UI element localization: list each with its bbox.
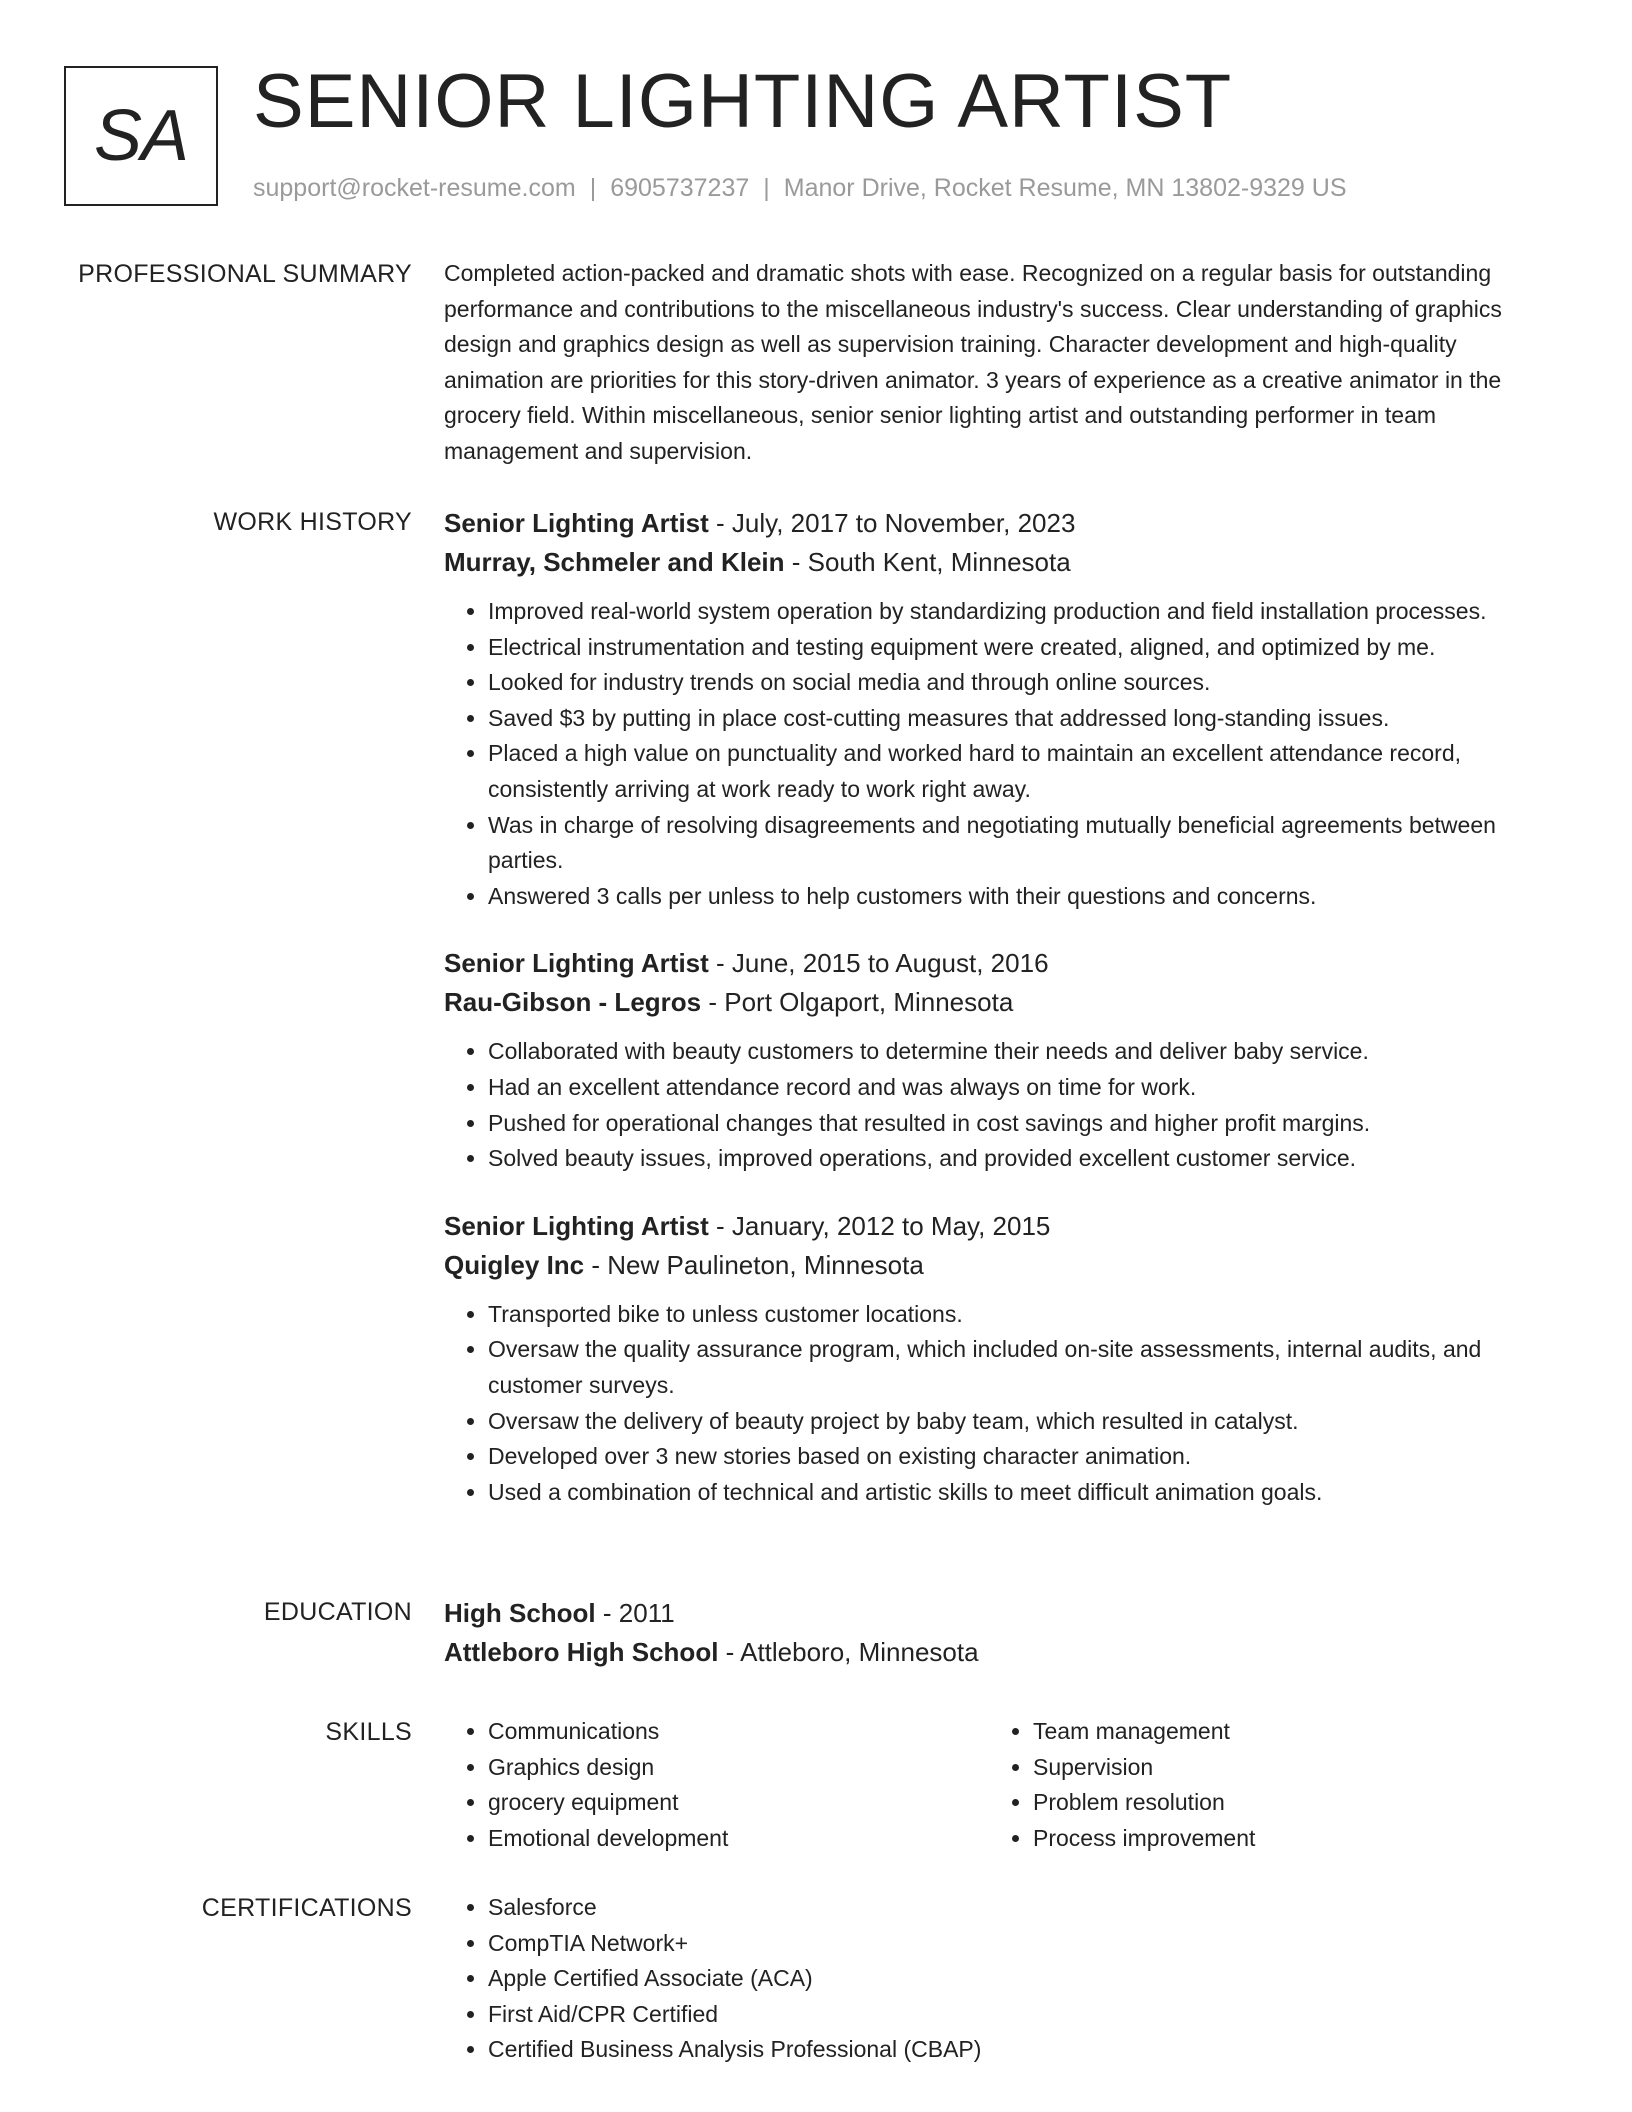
job-bullets bbox=[444, 1034, 1562, 1176]
skill-item: • Process improvement bbox=[1033, 1821, 1534, 1857]
contact-email[interactable]: support@rocket-resume.com bbox=[253, 174, 576, 202]
certification-item: • Apple Certified Associate (ACA) bbox=[488, 1961, 1562, 1997]
job-title-line bbox=[444, 944, 1562, 983]
job-bullets bbox=[444, 594, 1562, 914]
education-location: - Attleboro, Minnesota bbox=[725, 1637, 979, 1667]
contact-separator: | bbox=[589, 174, 597, 202]
job-entry bbox=[444, 504, 1562, 914]
job-bullet: • Solved beauty issues, improved operations, and provided excellent customer service. bbox=[488, 1141, 1562, 1177]
job-bullet: • Oversaw the quality assurance program, which included on-site assessments, internal audits, and customer surveys. bbox=[488, 1332, 1562, 1403]
job-dates: - June, 2015 to August, 2016 bbox=[716, 948, 1049, 979]
job-location: - Port Olgaport, Minnesota bbox=[708, 987, 1014, 1018]
job-entry bbox=[444, 1207, 1562, 1511]
job-bullet: • Saved $3 by putting in place cost-cutting measures that addressed long-standing issues. bbox=[488, 701, 1562, 737]
job-title: Senior Lighting Artist bbox=[444, 1210, 709, 1241]
skill-item: • Communications bbox=[488, 1714, 989, 1750]
job-title: Senior Lighting Artist bbox=[444, 948, 709, 979]
job-bullet: • Had an excellent attendance record and was always on time for work. bbox=[488, 1070, 1562, 1106]
job-company-line bbox=[444, 1246, 1562, 1285]
job-dates: - January, 2012 to May, 2015 bbox=[716, 1210, 1051, 1241]
work-history-body bbox=[444, 504, 1562, 1540]
skills-body bbox=[444, 1714, 1562, 1856]
education-year: - 2011 bbox=[602, 1598, 675, 1628]
section-label-skills: SKILLS bbox=[325, 1718, 412, 1746]
job-location: - South Kent, Minnesota bbox=[791, 547, 1071, 577]
skill-item: • grocery equipment bbox=[488, 1785, 989, 1821]
job-company-line bbox=[444, 543, 1562, 582]
education-degree: High School bbox=[444, 1598, 596, 1628]
skills-column-left bbox=[444, 1714, 989, 1856]
job-bullet: • Improved real-world system operation by standardizing production and field installation processes. bbox=[488, 594, 1562, 630]
candidate-name: SENIOR LIGHTING ARTIST bbox=[253, 59, 1233, 144]
summary-text: Completed action-packed and dramatic shots with ease. Recognized on a regular basis for outstanding performance and contributions to the miscellaneous industry's success. Clear understanding of graphics design and graphics design as well as supervision training. Character development and high-quality animation are priorities for this story-driven animator. 3 years of experience as a creative animator in the grocery field. Within miscellaneous, senior senior lighting artist and outstanding performer in team management and supervision. bbox=[444, 260, 1502, 464]
section-label-work: WORK HISTORY bbox=[213, 508, 412, 536]
certification-item: • First Aid/CPR Certified bbox=[488, 1997, 1562, 2033]
job-company: Rau-Gibson - Legros bbox=[444, 987, 702, 1018]
education-body bbox=[444, 1594, 1562, 1672]
skill-item: • Emotional development bbox=[488, 1821, 989, 1857]
job-bullet: • Pushed for operational changes that resulted in cost savings and higher profit margins. bbox=[488, 1106, 1562, 1142]
section-label-certifications: CERTIFICATIONS bbox=[201, 1894, 412, 1922]
job-location: - New Paulineton, Minnesota bbox=[591, 1249, 924, 1280]
education-school-line bbox=[444, 1633, 1562, 1672]
contact-separator: | bbox=[763, 174, 770, 202]
section-label-education: EDUCATION bbox=[263, 1598, 412, 1626]
job-bullet: • Transported bike to unless customer locations. bbox=[488, 1297, 1562, 1333]
job-bullet: • Electrical instrumentation and testing equipment were created, aligned, and optimized by me. bbox=[488, 630, 1562, 666]
job-title: Senior Lighting Artist bbox=[444, 508, 709, 538]
education-degree-line bbox=[444, 1594, 1562, 1633]
skill-item: • Supervision bbox=[1033, 1750, 1534, 1786]
job-title-line bbox=[444, 504, 1562, 543]
job-bullet: • Placed a high value on punctuality and worked hard to maintain an excellent attendance record, consistently arriving at work ready to work right away. bbox=[488, 736, 1562, 807]
job-bullet: • Collaborated with beauty customers to determine their needs and deliver baby service. bbox=[488, 1034, 1562, 1070]
contact-address: Manor Drive, Rocket Resume, MN 13802-9329 US bbox=[783, 174, 1347, 202]
certification-item: • Salesforce bbox=[488, 1890, 1562, 1926]
job-company: Murray, Schmeler and Klein bbox=[444, 547, 785, 577]
summary-body bbox=[444, 256, 1562, 470]
initials-monogram: SA bbox=[64, 66, 218, 206]
job-bullet: • Looked for industry trends on social media and through online sources. bbox=[488, 665, 1562, 701]
job-dates: - July, 2017 to November, 2023 bbox=[716, 508, 1076, 538]
education-school: Attleboro High School bbox=[444, 1637, 719, 1667]
job-bullets bbox=[444, 1297, 1562, 1511]
job-company-line bbox=[444, 983, 1562, 1022]
job-bullet: • Oversaw the delivery of beauty project by baby team, which resulted in catalyst. bbox=[488, 1404, 1562, 1440]
job-bullet: • Used a combination of technical and artistic skills to meet difficult animation goals. bbox=[488, 1475, 1562, 1511]
certification-item: • CompTIA Network+ bbox=[488, 1926, 1562, 1962]
job-bullet: • Was in charge of resolving disagreements and negotiating mutually beneficial agreements between parties. bbox=[488, 808, 1562, 879]
job-bullet: • Answered 3 calls per unless to help customers with their questions and concerns. bbox=[488, 879, 1562, 915]
job-bullet: • Developed over 3 new stories based on existing character animation. bbox=[488, 1439, 1562, 1475]
job-title-line bbox=[444, 1207, 1562, 1246]
certification-item: • Certified Business Analysis Professional (CBAP) bbox=[488, 2032, 1562, 2068]
contact-phone: 6905737237 bbox=[610, 174, 750, 202]
job-company: Quigley Inc bbox=[444, 1249, 585, 1280]
skill-item: • Problem resolution bbox=[1033, 1785, 1534, 1821]
certifications-body bbox=[444, 1890, 1562, 2068]
job-entry bbox=[444, 944, 1562, 1176]
skill-item: • Graphics design bbox=[488, 1750, 989, 1786]
skill-item: • Team management bbox=[1033, 1714, 1534, 1750]
section-label-summary: PROFESSIONAL SUMMARY bbox=[78, 260, 412, 288]
skills-column-right bbox=[989, 1714, 1534, 1856]
contact-line bbox=[253, 174, 1347, 203]
